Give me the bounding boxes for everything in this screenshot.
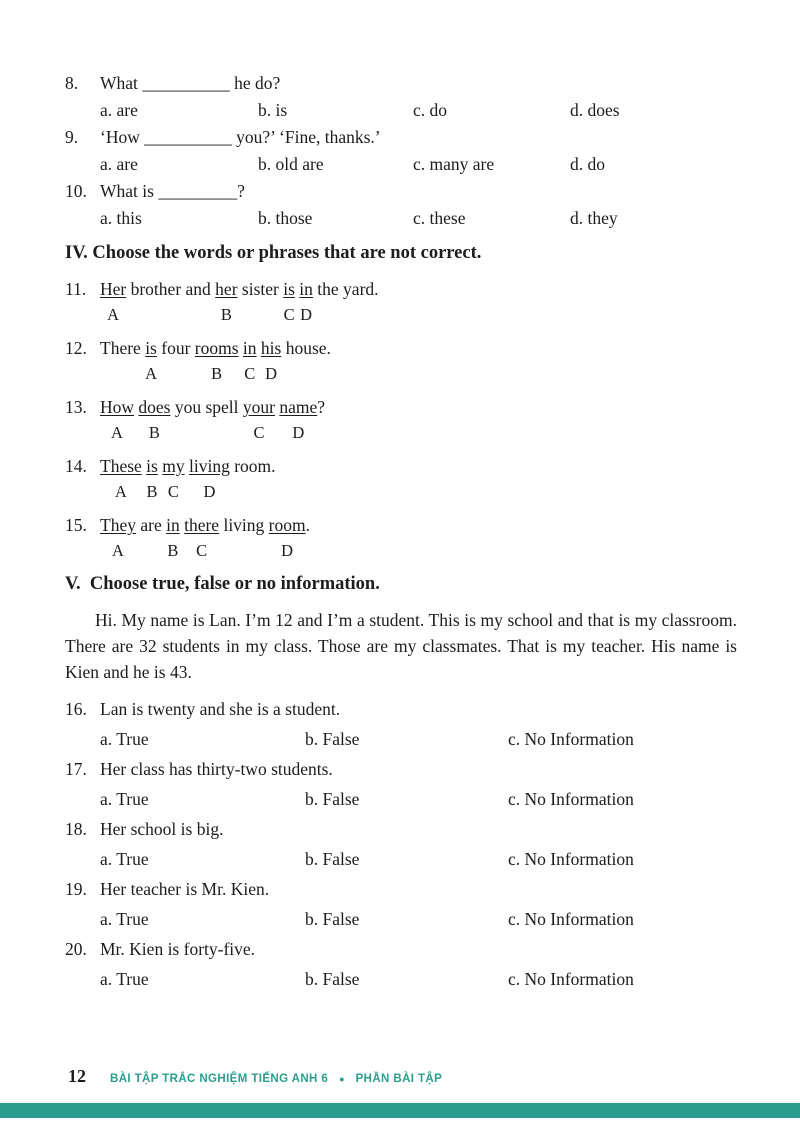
underlined-word: room (268, 515, 306, 535)
sentence (100, 515, 310, 535)
mc-question (65, 70, 737, 124)
underlined-word: in (242, 338, 257, 358)
choice-letter: D (265, 364, 278, 383)
option: c. these (413, 208, 466, 228)
letter-holder (166, 539, 180, 563)
underlined-word: does (138, 397, 171, 417)
letter-holder (184, 539, 219, 563)
question-number: 15. (65, 515, 87, 535)
underlined-word: in (299, 279, 313, 299)
sentence-text: room. (229, 456, 276, 476)
option: a. are (100, 100, 138, 120)
question-number: 12. (65, 338, 87, 358)
question-line (65, 874, 737, 904)
page-number: 12 (68, 1066, 86, 1086)
options-row (65, 784, 737, 814)
option: b. False (305, 789, 360, 809)
choice-letter: A (145, 364, 157, 383)
letter-holder (243, 362, 257, 386)
underlined-word: her (215, 279, 238, 299)
mc-questions (65, 70, 737, 232)
question-line (65, 276, 737, 303)
question-line (65, 124, 737, 151)
sentence-text: . (305, 515, 310, 535)
underlined-word: my (162, 456, 185, 476)
answer-letters (65, 303, 737, 327)
options-row (65, 151, 737, 178)
option: b. is (258, 100, 288, 120)
sentence-text: brother and (126, 279, 216, 299)
option: b. those (258, 208, 313, 228)
underlined-word: is (146, 456, 158, 476)
question-number: 10. (65, 181, 87, 201)
options-row (65, 205, 737, 232)
choice-letter: A (111, 423, 123, 442)
option: a. this (100, 208, 142, 228)
choice-letter: B (211, 364, 223, 383)
question-line (65, 934, 737, 964)
question-number: 17. (65, 759, 87, 779)
choice-letter: D (292, 423, 305, 442)
underlined-word: These (100, 456, 142, 476)
choice-letter: C (167, 482, 179, 501)
option: c. do (413, 100, 448, 120)
sentence-text: are (135, 515, 167, 535)
letter-holder (283, 303, 295, 327)
option: c. No Information (508, 729, 634, 749)
choice-letter: B (146, 482, 158, 501)
choice-letter: D (300, 305, 313, 324)
question-line (65, 814, 737, 844)
options-row (65, 97, 737, 124)
question-number: 18. (65, 819, 87, 839)
option: c. No Information (508, 849, 634, 869)
letter-holder (100, 480, 142, 504)
option: a. True (100, 849, 149, 869)
option: a. True (100, 789, 149, 809)
mc-question (65, 178, 737, 232)
footer-book-title: BÀI TẬP TRẮC NGHIỆM TIẾNG ANH 6 (110, 1073, 329, 1085)
choice-letter: B (167, 541, 179, 560)
option: c. many are (413, 154, 495, 174)
options-row (65, 724, 737, 754)
answer-letters (65, 421, 737, 445)
underlined-word: is (283, 279, 295, 299)
choice-letter: A (112, 541, 124, 560)
letter-holder (269, 539, 306, 563)
question-number: 8. (65, 73, 79, 93)
letter-holder (145, 362, 157, 386)
choice-letter: D (281, 541, 294, 560)
tf-question (65, 814, 737, 874)
sentence (100, 338, 331, 358)
choice-letter: A (107, 305, 120, 324)
question-text: Lan is twenty and she is a student. (100, 699, 341, 719)
option: b. False (305, 729, 360, 749)
question-number: 9. (65, 127, 79, 147)
sentence-text: There (100, 338, 146, 358)
letter-holder (162, 480, 184, 504)
choice-letter: B (148, 423, 160, 442)
underlined-word: your (242, 397, 275, 417)
option: c. No Information (508, 789, 634, 809)
section-iv-title: IV. Choose the words or phrases that are not correct. (65, 243, 482, 263)
sentence-text: sister (237, 279, 284, 299)
question-line (65, 754, 737, 784)
options-row (65, 844, 737, 874)
option: a. True (100, 729, 149, 749)
option: d. does (570, 100, 620, 120)
option: a. are (100, 154, 138, 174)
choice-letter: C (253, 423, 265, 442)
question-number: 19. (65, 879, 87, 899)
question-number: 14. (65, 456, 87, 476)
underlined-word: How (100, 397, 135, 417)
error-id-question (65, 453, 737, 504)
section-iv-items (65, 276, 737, 563)
option: a. True (100, 969, 149, 989)
question-text: What __________ he do? (100, 73, 281, 93)
tf-question (65, 694, 737, 754)
question-line (65, 512, 737, 539)
sentence-text: the yard. (312, 279, 379, 299)
underlined-word: name (279, 397, 318, 417)
sentence-text: ? (317, 397, 326, 417)
page-footer (68, 1066, 442, 1087)
choice-letter: A (114, 482, 127, 501)
question-line (65, 335, 737, 362)
question-text: Mr. Kien is forty-five. (100, 939, 256, 959)
sentence (100, 279, 379, 299)
underlined-word: living (188, 456, 230, 476)
question-text: Her teacher is Mr. Kien. (100, 879, 270, 899)
options-row (65, 964, 737, 994)
underlined-word: in (166, 515, 180, 535)
option: b. False (305, 909, 360, 929)
option: b. False (305, 969, 360, 989)
choice-letter: C (196, 541, 208, 560)
letter-holder (243, 421, 275, 445)
answer-letters (65, 362, 737, 386)
page-content (65, 70, 737, 994)
option: c. No Information (508, 909, 634, 929)
letter-holder (100, 539, 136, 563)
options-row (65, 904, 737, 934)
letter-holder (189, 480, 230, 504)
question-number: 11. (65, 279, 87, 299)
tf-question (65, 874, 737, 934)
error-id-question (65, 335, 737, 386)
error-id-question (65, 276, 737, 327)
answer-letters (65, 539, 737, 563)
bottom-accent-bar (0, 1103, 800, 1118)
footer-bullet-icon: ● (339, 1074, 345, 1084)
underlined-word: his (260, 338, 282, 358)
letter-holder (100, 421, 134, 445)
answer-letters (65, 480, 737, 504)
letter-holder (299, 303, 313, 327)
letter-holder (146, 480, 158, 504)
underlined-word: Her (100, 279, 127, 299)
question-text: Her school is big. (100, 819, 224, 839)
error-id-question (65, 394, 737, 445)
question-line (65, 178, 737, 205)
question-line (65, 394, 737, 421)
sentence-text: four (156, 338, 195, 358)
sentence-text: house. (281, 338, 331, 358)
choice-letter: B (220, 305, 232, 324)
mc-question (65, 124, 737, 178)
section-v-items (65, 694, 737, 994)
choice-letter: C (244, 364, 256, 383)
option: b. old are (258, 154, 324, 174)
error-id-question (65, 512, 737, 563)
underlined-word: is (145, 338, 157, 358)
option: c. No Information (508, 969, 634, 989)
letter-holder (138, 421, 170, 445)
option: d. do (570, 154, 605, 174)
tf-question (65, 754, 737, 814)
sentence-text: living (219, 515, 269, 535)
option: b. False (305, 849, 360, 869)
question-line (65, 694, 737, 724)
footer-section: PHẦN BÀI TẬP (355, 1073, 443, 1085)
letter-holder (279, 421, 317, 445)
option: d. they (570, 208, 618, 228)
question-line (65, 70, 737, 97)
section-v-title: V. Choose true, false or no information. (65, 574, 380, 594)
letter-holder (215, 303, 237, 327)
choice-letter: C (283, 305, 295, 324)
question-number: 13. (65, 397, 87, 417)
question-text: Her class has thirty-two students. (100, 759, 333, 779)
question-number: 20. (65, 939, 87, 959)
letter-holder (195, 362, 239, 386)
reading-passage: Hi. My name is Lan. I’m 12 and I’m a student. This is my school and that is my classroom. There are 32 students in my class. Those are my classmates. That is my teacher. His name is Kien and he is 43. (65, 610, 737, 682)
sentence-text: you spell (170, 397, 243, 417)
letter-holder (261, 362, 281, 386)
tf-question (65, 934, 737, 994)
letter-holder (100, 303, 126, 327)
option: a. True (100, 909, 149, 929)
choice-letter: D (203, 482, 216, 501)
underlined-word: there (184, 515, 220, 535)
question-number: 16. (65, 699, 87, 719)
underlined-word: rooms (194, 338, 239, 358)
sentence (100, 456, 276, 476)
question-text: What is _________? (100, 181, 245, 201)
sentence (100, 397, 325, 417)
question-line (65, 453, 737, 480)
question-text: ‘How __________ you?’ ‘Fine, thanks.’ (100, 127, 381, 147)
underlined-word: They (100, 515, 136, 535)
